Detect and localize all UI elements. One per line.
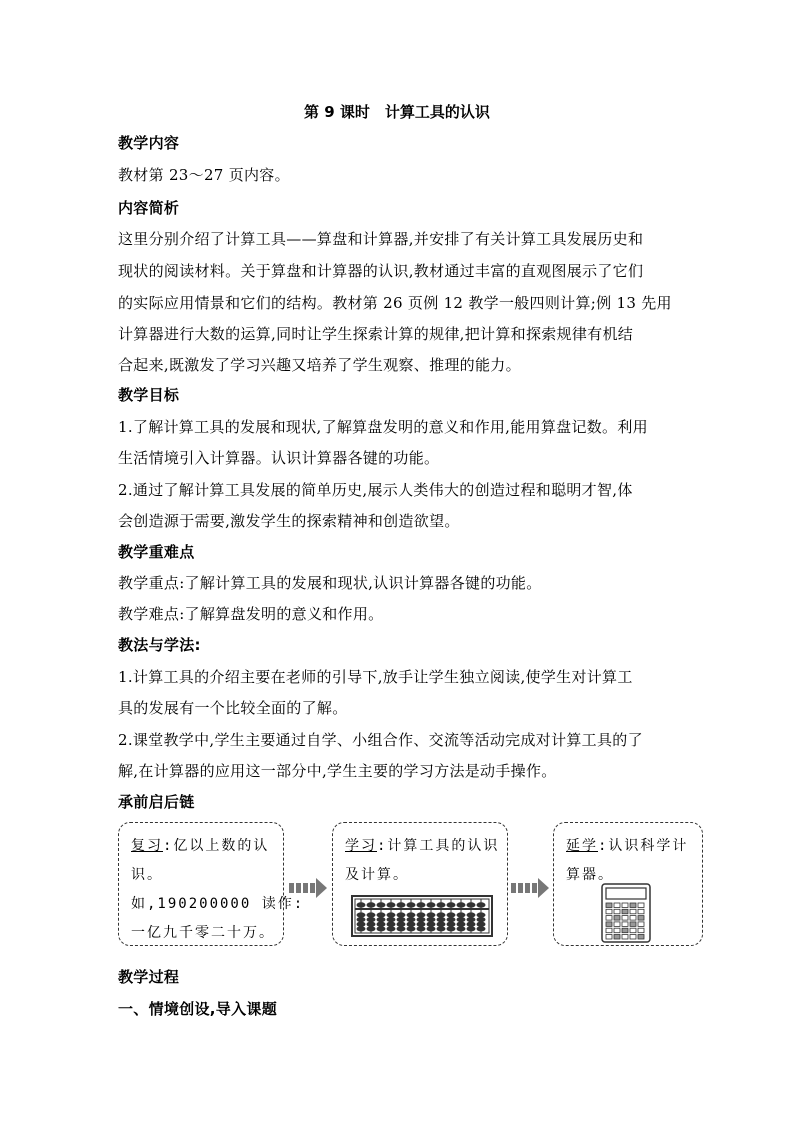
extend-line2: 算器。	[566, 867, 614, 883]
heading-goals: 教学目标	[118, 386, 180, 404]
extend-line1: :认识科学计	[598, 838, 689, 854]
learn-text	[345, 832, 499, 890]
learn-line1: :计算工具的认识	[377, 838, 500, 854]
goals-line: 会创造源于需要,激发学生的探索精神和创造欲望。	[118, 512, 460, 530]
analysis-line: 的实际应用情景和它们的结构。教材第 26 页例 12 教学一般四则计算;例 13 先用	[118, 294, 672, 312]
review-label: 复习	[131, 838, 163, 854]
methods-line: 解,在计算器的应用这一部分中,学生主要的学习方法是动手操作。	[118, 762, 557, 780]
learn-box	[332, 822, 508, 946]
heading-chain: 承前启后链	[118, 793, 195, 811]
analysis-line: 这里分别介绍了计算工具——算盘和计算器,并安排了有关计算工具发展历史和	[118, 230, 644, 248]
goals-line: 2.通过了解计算工具发展的简单历史,展示人类伟大的创造过程和聪明才智,体	[118, 481, 633, 499]
methods-line: 2.课堂教学中,学生主要通过自学、小组合作、交流等活动完成对计算工具的了	[118, 731, 643, 749]
learn-label: 学习	[345, 838, 377, 854]
review-line4: 一亿九千零二十万。	[131, 925, 275, 941]
heading-methods: 教法与学法:	[118, 636, 201, 654]
review-box	[118, 822, 305, 946]
arrow-right-icon	[289, 878, 327, 898]
extend-text	[566, 832, 688, 890]
methods-line: 具的发展有一个比较全面的了解。	[118, 699, 348, 717]
extend-label: 延学	[566, 838, 598, 854]
review-text	[131, 832, 304, 948]
step1-heading: 一、情境创设,导入课题	[118, 1000, 277, 1018]
review-line1: :亿以上数的认	[163, 838, 270, 854]
content-text: 教材第 23～27 页内容。	[118, 166, 290, 184]
lesson-title: 第 9 课时 计算工具的认识	[304, 103, 490, 121]
learn-line2: 及计算。	[345, 867, 409, 883]
arrow-right-icon	[511, 878, 549, 898]
heading-content: 教学内容	[118, 134, 180, 152]
goals-line: 生活情境引入计算器。认识计算器各键的功能。	[118, 449, 440, 467]
goals-line: 1.了解计算工具的发展和现状,了解算盘发明的意义和作用,能用算盘记数。利用	[118, 418, 648, 436]
analysis-line: 合起来,既激发了学习兴趣又培养了学生观察、推理的能力。	[118, 356, 521, 374]
review-line3: 如,190200000 读作:	[131, 896, 305, 912]
analysis-line: 现状的阅读材料。关于算盘和计算器的认识,教材通过丰富的直观图展示了它们	[118, 262, 644, 280]
keypoint-difficulty: 教学难点:了解算盘发明的意义和作用。	[118, 605, 384, 623]
methods-line: 1.计算工具的介绍主要在老师的引导下,放手让学生独立阅读,使学生对计算工	[118, 668, 633, 686]
calculator-icon	[601, 883, 651, 943]
heading-process: 教学过程	[118, 968, 180, 986]
review-line2: 识。	[131, 867, 163, 883]
keypoint-focus: 教学重点:了解计算工具的发展和现状,认识计算器各键的功能。	[118, 574, 542, 592]
analysis-line: 计算器进行大数的运算,同时让学生探索计算的规律,把计算和探索规律有机结	[118, 325, 634, 343]
abacus-icon	[351, 895, 493, 937]
extend-box	[553, 822, 703, 946]
heading-keypoints: 教学重难点	[118, 543, 195, 561]
heading-analysis: 内容简析	[118, 199, 180, 217]
